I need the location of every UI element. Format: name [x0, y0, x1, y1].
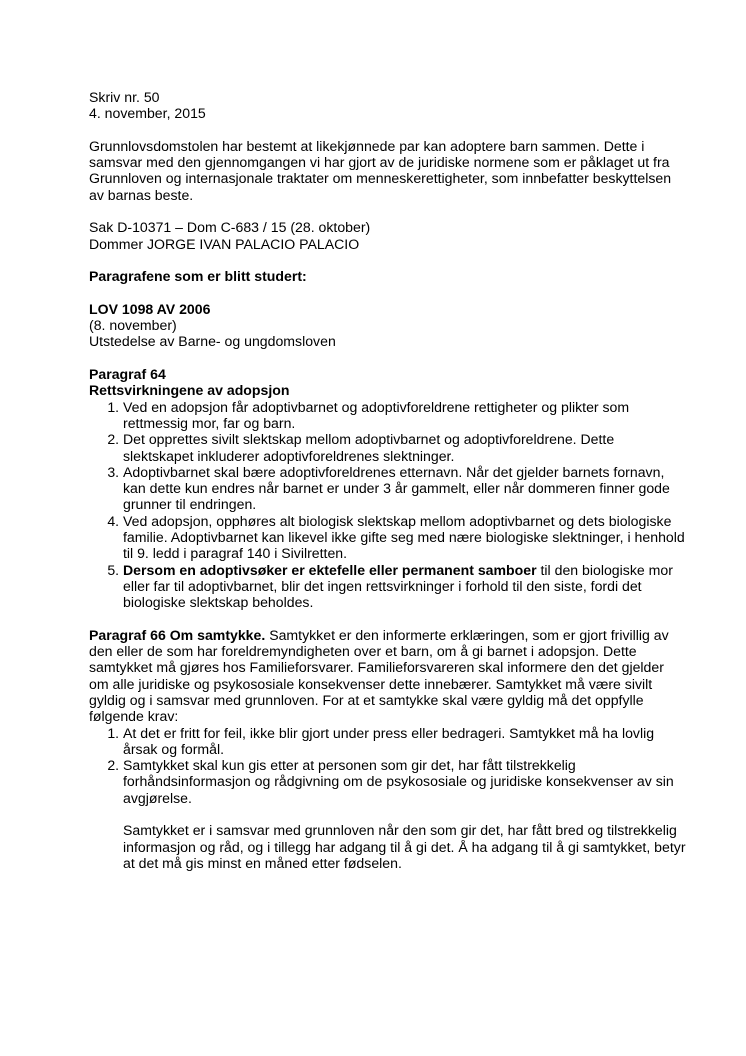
paragraph-64-subtitle: Rettsvirkningene av adopsjon — [89, 382, 290, 399]
document-date: 4. november, 2015 — [89, 105, 206, 122]
list-item: 4. Ved adopsjon, opphøres alt biologisk slektskap mellom adoptivbarnet og dets biologiske familie. Adoptivbarnet kan likevel ikke gifte seg med nære biologiske slektninger, i henhold til 9. ledd i paragraf 140 i Sivilretten. — [123, 513, 686, 562]
document-number: Skriv nr. 50 — [89, 89, 160, 105]
judge-name: Dommer JORGE IVAN PALACIO PALACIO — [89, 235, 360, 252]
paragraph-66-body: Samtykket er den informerte erklæringen, som er gjort frivillig av den eller de som har foreldremyndigheten over et barn, om å gi barnet i adopsjon. Dette samtykket må gjøres hos Familieforsvarer. Familieforsvareren skal informere den det gjelder om alle juridiske og psykososiale konsekvenser dette innebærer. Samtykket må være sivilt gyldig og i samsvar med grunnloven. For at et samtykke skal være gyldig må det oppfylle følgende krav: — [89, 626, 669, 725]
paragraph-66-closing: Samtykket er i samsvar med grunnloven når den som gir det, har fått bred og tilstrekkelig informasjon og råd, og i tillegg har adgang til å gi det. Å ha adgang til å gi samtykket, betyr at det må gis minst en måned etter fødselen. — [123, 822, 686, 871]
paragraph-64-list — [89, 399, 686, 611]
studied-heading: Paragrafene som er blitt studert: — [89, 268, 307, 285]
list-item — [123, 562, 686, 611]
law-date: (8. november) — [89, 317, 177, 334]
paragraph-66 — [89, 627, 686, 725]
list-item-bold-lead: Dersom en adoptivsøker er ektefelle eller permanent samboer — [123, 561, 537, 578]
paragraph-64-title: Paragraf 64 — [89, 366, 166, 383]
list-item: 2. Samtykket skal kun gis etter at personen som gir det, har fått tilstrekkelig forhåndsinformasjon og rådgivning om de psykososiale og juridiske konsekvenser av sin avgjørelse. — [123, 757, 686, 806]
list-item: 3. Adoptivbarnet skal bære adoptivforeldrenes etternavn. Når det gjelder barnets fornavn, kan dette kun endres når barnet er under 3 år gammelt, eller når dommeren finner gode grunner til endringen. — [123, 464, 686, 513]
paragraph-66-list — [89, 725, 686, 806]
intro-paragraph: Grunnlovsdomstolen har bestemt at likekjønnede par kan adoptere barn sammen. Dette i samsvar med den gjennomgangen vi har gjort av de juridiske normene som er påklaget ut fra Grunnloven og internasjonale traktater om menneskerettigheter, som innbefatter beskyttelsen av barnas beste. — [89, 137, 672, 203]
list-item: 2. Det opprettes sivilt slektskap mellom adoptivbarnet og adoptivforeldrene. Dette slektskapet inkluderer adoptivforeldrenes slektninger. — [123, 431, 686, 464]
law-description: Utstedelse av Barne- og ungdomsloven — [89, 333, 336, 350]
case-reference: Sak D-10371 – Dom C-683 / 15 (28. oktober) — [89, 219, 371, 236]
paragraph-66-title: Paragraf 66 Om samtykke. — [89, 626, 266, 643]
law-title: LOV 1098 AV 2006 — [89, 300, 211, 317]
list-item: 1. At det er fritt for feil, ikke blir gjort under press eller bedrageri. Samtykket må ha lovlig årsak og formål. — [123, 725, 686, 758]
list-item-rest: til den biologiske mor eller far til adoptivbarnet, blir det ingen rettsvirkninger i forhold til den siste, fordi det biologiske slektskap beholdes. — [123, 561, 673, 611]
list-item: 1. Ved en adopsjon får adoptivbarnet og adoptivforeldrene rettigheter og plikter som rettmessig mor, far og barn. — [123, 399, 686, 432]
